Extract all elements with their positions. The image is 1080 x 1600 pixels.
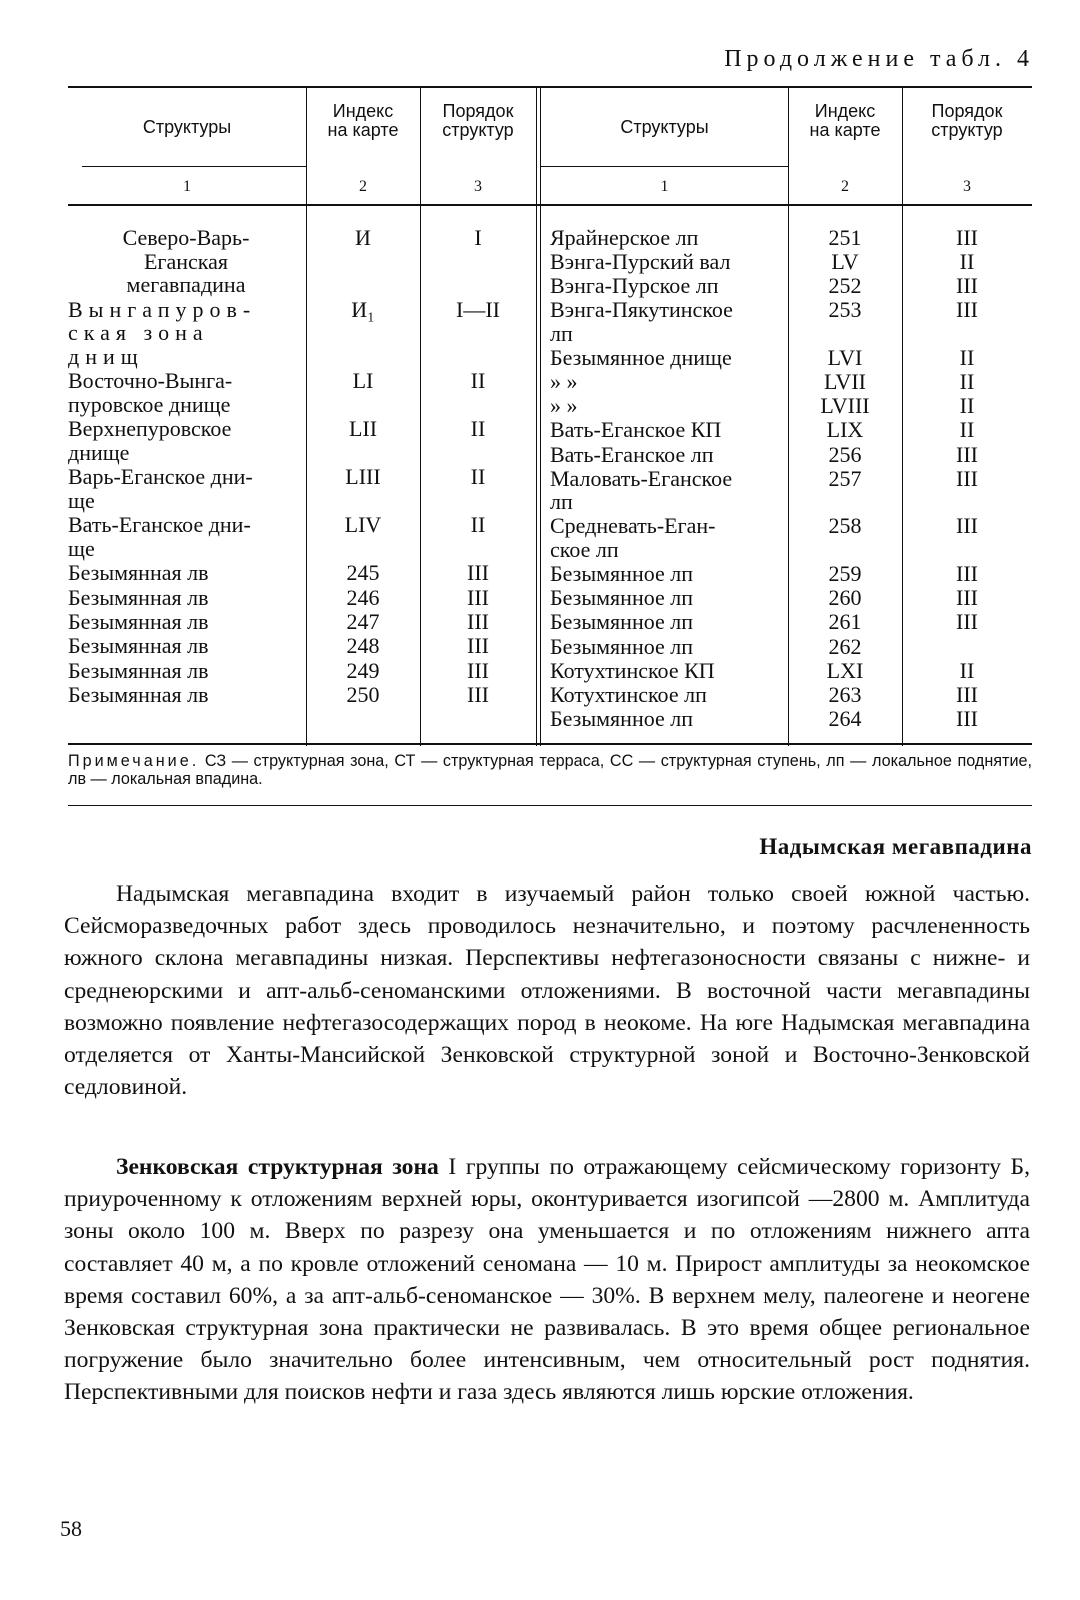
structure-name xyxy=(550,418,786,442)
structure-name-line: Котухтинское КП xyxy=(550,657,715,683)
structure-name xyxy=(550,250,786,274)
structure-order: III xyxy=(956,465,978,491)
structure-name-line: ская зона xyxy=(68,320,209,346)
structure-order: II xyxy=(470,368,486,394)
numbers-rule xyxy=(68,204,1032,206)
structure-name-line: Безымянная лв xyxy=(68,657,209,683)
structure-name-line: мегавпадина xyxy=(126,272,246,297)
table-caption: Продолжение табл. 4 xyxy=(724,46,1034,72)
structure-name-line: Вынгапуров- xyxy=(68,296,257,322)
map-index: 262 xyxy=(828,633,862,659)
structure-name-line: ще xyxy=(68,535,95,561)
structure-name-line: Безымянная лв xyxy=(68,633,209,659)
structure-name-line: Верхнепуровское xyxy=(68,416,232,442)
structure-name-line: » » xyxy=(550,369,578,395)
structure-name xyxy=(68,610,304,634)
structure-name xyxy=(550,346,786,370)
structure-name xyxy=(68,298,304,369)
note-label: Примечание. xyxy=(68,752,200,770)
map-index: LII xyxy=(348,416,378,442)
map-index: LIX xyxy=(826,417,864,443)
map-index: 251 xyxy=(828,225,862,250)
structure-name xyxy=(68,634,304,658)
structure-order: III xyxy=(467,681,489,707)
map-index: 247 xyxy=(346,609,380,634)
structure-name xyxy=(550,586,786,610)
structure-order: II xyxy=(959,249,975,275)
map-index: 258 xyxy=(828,513,862,539)
header-order xyxy=(902,102,1032,140)
map-index: 259 xyxy=(828,561,862,587)
header-structures: Структуры xyxy=(620,117,709,137)
map-index: И₁ xyxy=(351,296,375,322)
map-index: LVII xyxy=(824,369,866,395)
header-index-line1: Индекс xyxy=(332,101,394,121)
map-index: LVI xyxy=(827,345,863,371)
structure-order: III xyxy=(467,633,489,659)
structure-name xyxy=(550,274,786,298)
structure-name xyxy=(550,514,786,561)
structure-name-line: Средневать-Еган- xyxy=(550,513,716,539)
header-order xyxy=(420,102,536,140)
header-index-line2: на карте xyxy=(327,120,399,140)
structure-name xyxy=(68,369,304,416)
table-note xyxy=(68,752,1032,788)
map-index: 260 xyxy=(828,585,862,611)
structure-order: III xyxy=(467,657,489,683)
header-index xyxy=(788,102,902,140)
header-order-line1: Порядок xyxy=(442,101,514,121)
col-number: 3 xyxy=(963,178,971,195)
structure-name xyxy=(550,226,786,250)
structure-name-line: Безымянная лв xyxy=(68,681,209,707)
structure-name-line: днище xyxy=(68,439,130,465)
structure-name xyxy=(550,683,786,707)
map-index: LV xyxy=(831,249,859,275)
structure-name-line: Ярайнерское лп xyxy=(550,225,699,250)
structure-name-line: Безымянное лп xyxy=(550,705,694,731)
table-top-rule xyxy=(68,86,1032,88)
header-index-line2: на карте xyxy=(809,120,881,140)
structure-name-line: лп xyxy=(550,320,573,346)
structure-name-line: Котухтинское лп xyxy=(550,681,707,707)
structure-name xyxy=(68,561,304,585)
structure-name-line: Вэнга-Пякутинское xyxy=(550,297,733,323)
map-index: 245 xyxy=(346,560,380,586)
structure-order: II xyxy=(959,657,975,683)
structure-order: II xyxy=(470,416,486,442)
map-index: 264 xyxy=(828,705,862,731)
map-index: 249 xyxy=(346,657,380,683)
header-order-line1: Порядок xyxy=(931,101,1003,121)
structure-name-line: Варь-Еганское дни- xyxy=(68,464,253,490)
structure-name xyxy=(550,467,786,514)
structure-order: III xyxy=(956,585,978,611)
structure-order: III xyxy=(956,609,978,635)
structure-name-line: днищ xyxy=(68,343,144,369)
structure-name-line: Вэнга-Пурский вал xyxy=(550,249,731,275)
structure-order: II xyxy=(959,345,975,371)
structure-order: III xyxy=(467,560,489,586)
structure-order: III xyxy=(467,609,489,634)
structure-name xyxy=(68,417,304,464)
page-number: 58 xyxy=(60,1516,82,1541)
header-rule xyxy=(82,166,306,167)
structure-name-line: лп xyxy=(550,489,573,515)
structure-name xyxy=(68,465,304,512)
structure-order: II xyxy=(959,417,975,443)
map-index: LXI xyxy=(826,657,864,683)
paragraph-2 xyxy=(64,1151,1030,1409)
note-bottom-rule xyxy=(68,805,1032,806)
structure-order: I xyxy=(474,225,482,250)
structure-order: III xyxy=(956,297,978,323)
col-number: 3 xyxy=(474,178,482,195)
structure-name xyxy=(550,635,786,659)
structure-name-line: Безымянное лп xyxy=(550,633,694,659)
structure-order: III xyxy=(956,225,978,250)
structure-name-line: ское лп xyxy=(550,536,619,562)
header-rule xyxy=(541,166,788,167)
structure-name-line: Восточно-Вынга- xyxy=(68,368,233,394)
structure-order: III xyxy=(467,584,489,610)
map-index: 253 xyxy=(828,297,862,323)
map-index: 248 xyxy=(346,633,380,659)
structure-name-line: Вэнга-Пурское лп xyxy=(550,273,719,299)
map-index: 263 xyxy=(828,681,862,707)
structure-name-line: Безымянная лв xyxy=(68,560,209,586)
paragraph-2-lead: Зенковская структурная зона xyxy=(116,1154,439,1180)
col-number: 1 xyxy=(660,178,669,195)
map-index: 261 xyxy=(828,609,862,635)
header-index xyxy=(306,102,420,140)
structure-order: III xyxy=(956,705,978,731)
map-index: 257 xyxy=(828,465,862,491)
structure-order: I—II xyxy=(456,296,500,322)
header-order-line2: структур xyxy=(442,120,514,140)
col-number: 1 xyxy=(183,178,191,195)
structure-order: III xyxy=(956,681,978,707)
map-index: LVIII xyxy=(820,393,870,419)
col-number: 2 xyxy=(841,178,849,195)
col-number: 2 xyxy=(359,178,367,195)
map-index: LIII xyxy=(345,464,381,490)
structure-order: III xyxy=(956,441,978,467)
paragraph-1: Надымская мегавпадина входит в изучаемый район только своей южной частью. Сейсморазведочных работ здесь проводилось незначительно, и поэтому расчлененность южного склона мегавпадины низкая. Перспективы нефтегазоносности связаны с нижне- и среднеюрскими и апт-альб-сеноманскими отложениями. В восточной части мегавпадины возможно появление нефтегазосодержащих пород в неокоме. На юге Надымская мегавпадина отделяется от Ханты-Мансийской Зенковской структурной зоной и Восточно-Зенковской седловиной. xyxy=(64,881,1030,1101)
structure-name-line: ще xyxy=(68,487,95,513)
map-index: LIV xyxy=(344,512,382,538)
header-structures: Структуры xyxy=(142,117,232,137)
header-order-line2: структур xyxy=(931,120,1003,140)
structure-name-line: Безымянное лп xyxy=(550,561,694,587)
structure-name-line: Маловать-Еганское xyxy=(550,465,733,491)
structure-name xyxy=(550,659,786,683)
header-index-line1: Индекс xyxy=(814,101,876,121)
structure-name-line: Безымянное лп xyxy=(550,609,694,635)
structure-name xyxy=(68,683,304,707)
structure-order: III xyxy=(956,273,978,299)
structure-name xyxy=(550,298,786,345)
structure-name-line: Безымянное днище xyxy=(550,345,732,371)
structure-order: III xyxy=(956,513,978,539)
structure-name-line: Вать-Еганское лп xyxy=(550,441,714,467)
structure-name-line: Безымянная лв xyxy=(68,609,209,634)
structure-name-line: Еганская xyxy=(143,248,228,274)
map-index: 250 xyxy=(346,681,380,707)
note-text: СЗ — структурная зона, СТ — структурная терраса, СС — структурная ступень, лп — локальное поднятие, лв — локальная впадина. xyxy=(68,752,1032,788)
structure-name-line: Безымянное лп xyxy=(550,585,694,611)
structure-order: III xyxy=(956,561,978,587)
note-top-rule xyxy=(68,743,1032,745)
map-index: 256 xyxy=(828,441,862,467)
structure-name xyxy=(550,370,786,394)
structure-name-line: Безымянная лв xyxy=(68,584,209,610)
structure-name-line: » » xyxy=(550,393,578,419)
structure-name xyxy=(68,513,304,560)
structure-name xyxy=(550,394,786,418)
structure-name-line: Северо-Варь- xyxy=(122,225,250,250)
map-index: 252 xyxy=(828,273,862,299)
structure-name xyxy=(550,562,786,586)
map-index: 246 xyxy=(346,584,380,610)
paragraph-2-text: I группы по отражающему сейсмическому горизонту Б, приуроченному к отложениям верхней юры, оконтуривается изогипсой —2800 м. Амплитуда зоны около 100 м. Вверх по разрезу она уменьшается и по отложениям нижнего апта составляет 40 м, а по кровле отложений сеномана — 10 м. Прирост амплитуды за неокомское время составил 60%, а за апт-альб-сеноманское — 30%. В верхнем мелу, палеогене и неогене Зенковская структурная зона практически не развивалась. В это время общее региональное погружение было значительно более интенсивным, чем относительный рост поднятия. Перспективными для поисков нефти и газа здесь являются лишь юрские отложения. xyxy=(64,1154,1030,1406)
structure-name xyxy=(550,707,786,731)
structure-name xyxy=(550,443,786,467)
structure-order: II xyxy=(470,512,486,538)
structure-name-line: Вать-Еганское дни- xyxy=(68,512,251,538)
structure-name xyxy=(68,659,304,683)
section-title: Надымская мегавпадина xyxy=(759,834,1032,859)
structure-name xyxy=(550,610,786,634)
structure-order: II xyxy=(470,464,486,490)
structure-name xyxy=(68,226,304,297)
map-index: И xyxy=(355,225,371,250)
structure-order: II xyxy=(959,393,975,419)
structure-name-line: пуровское днище xyxy=(68,391,231,417)
structure-name xyxy=(68,586,304,610)
structure-order: II xyxy=(959,369,975,395)
map-index: LI xyxy=(352,368,374,394)
structure-name-line: Вать-Еганское КП xyxy=(550,417,722,443)
